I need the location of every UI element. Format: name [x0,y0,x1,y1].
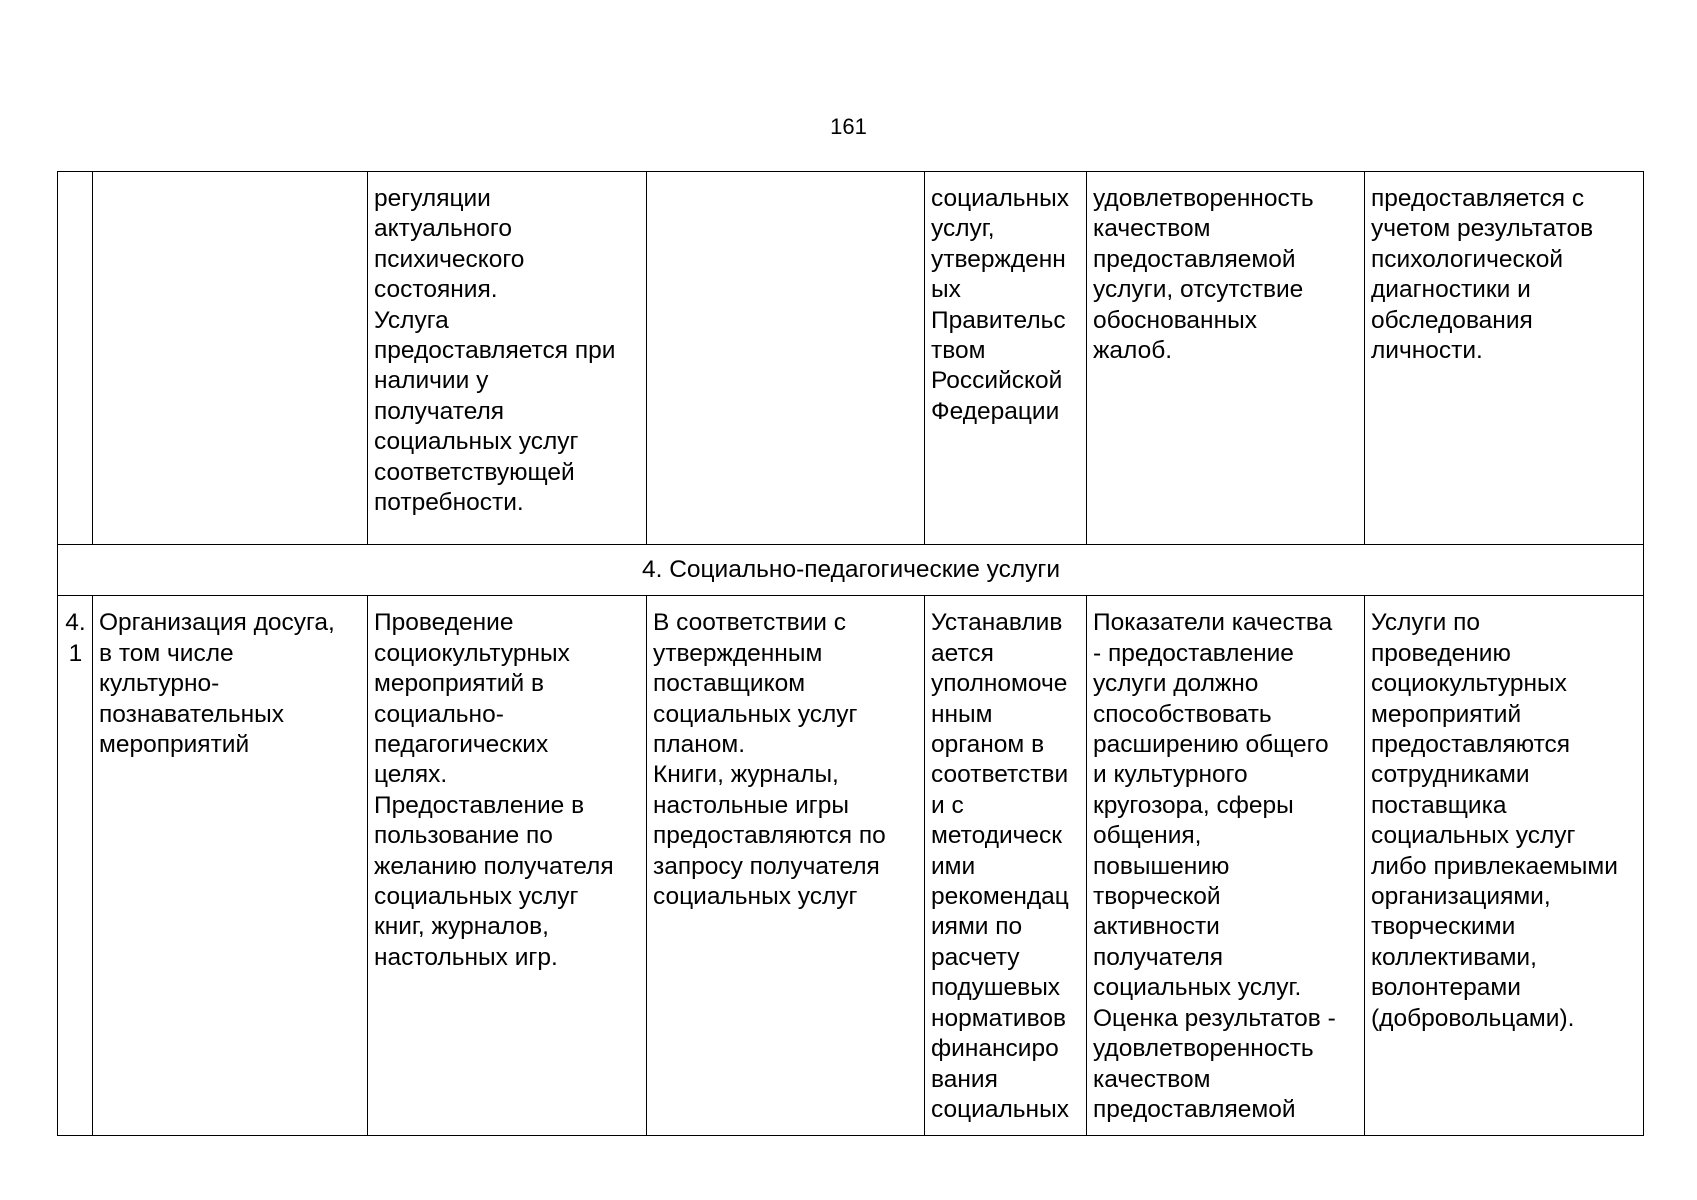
cell-service-norm: Устанавлив ается уполномоче нным органом в соответстви и с методическ ими рекомендац иями по расчету подушевых нормативов финансиро вания социальных [925,596,1087,1136]
cell-service-description: регуляции актуального психического состояния. Услуга предоставляется при наличии у получателя социальных услуг соответствующей потребности. [368,172,647,545]
cell-service-name [93,172,368,545]
cell-service-timing [647,172,925,545]
cell-service-conditions: Услуги по проведению социокультурных мероприятий предоставляются сотрудниками поставщика социальных услуг либо привлекаемыми организациями, творческими коллективами, волонтерами (добровольцами). [1365,596,1644,1136]
table-section-heading-row [58,545,1644,596]
cell-quality-indicators: удовлетворенность качеством предоставляемой услуги, отсутствие обоснованных жалоб. [1087,172,1365,545]
cell-number: 4. 1 [58,596,93,1136]
table-row-item-4-1 [58,596,1644,1136]
cell-service-conditions: предоставляется с учетом результатов психологической диагностики и обследования личности. [1365,172,1644,545]
cell-service-norm: социальных услуг, утвержденн ых Правительс твом Российской Федерации [925,172,1087,545]
services-table [57,171,1644,1136]
cell-service-timing: В соответствии с утвержденным поставщиком социальных услуг планом. Книги, журналы, настольные игры предоставляются по запросу получателя социальных услуг [647,596,925,1136]
section-title: 4. Социально-педагогические услуги [58,545,1644,596]
cell-number [58,172,93,545]
page-number: 161 [830,114,867,139]
cell-service-name: Организация досуга, в том числе культурно- познавательных мероприятий [93,596,368,1136]
cell-quality-indicators: Показатели качества - предоставление услуги должно способствовать расширению общего и культурного кругозора, сферы общения, повышению творческой активности получателя социальных услуг. Оценка результатов - удовлетворенность качеством предоставляемой [1087,596,1365,1136]
table-row-continuation [58,172,1644,545]
cell-service-description: Проведение социокультурных мероприятий в социально- педагогических целях. Предоставление в пользование по желанию получателя социальных услуг книг, журналов, настольных игр. [368,596,647,1136]
